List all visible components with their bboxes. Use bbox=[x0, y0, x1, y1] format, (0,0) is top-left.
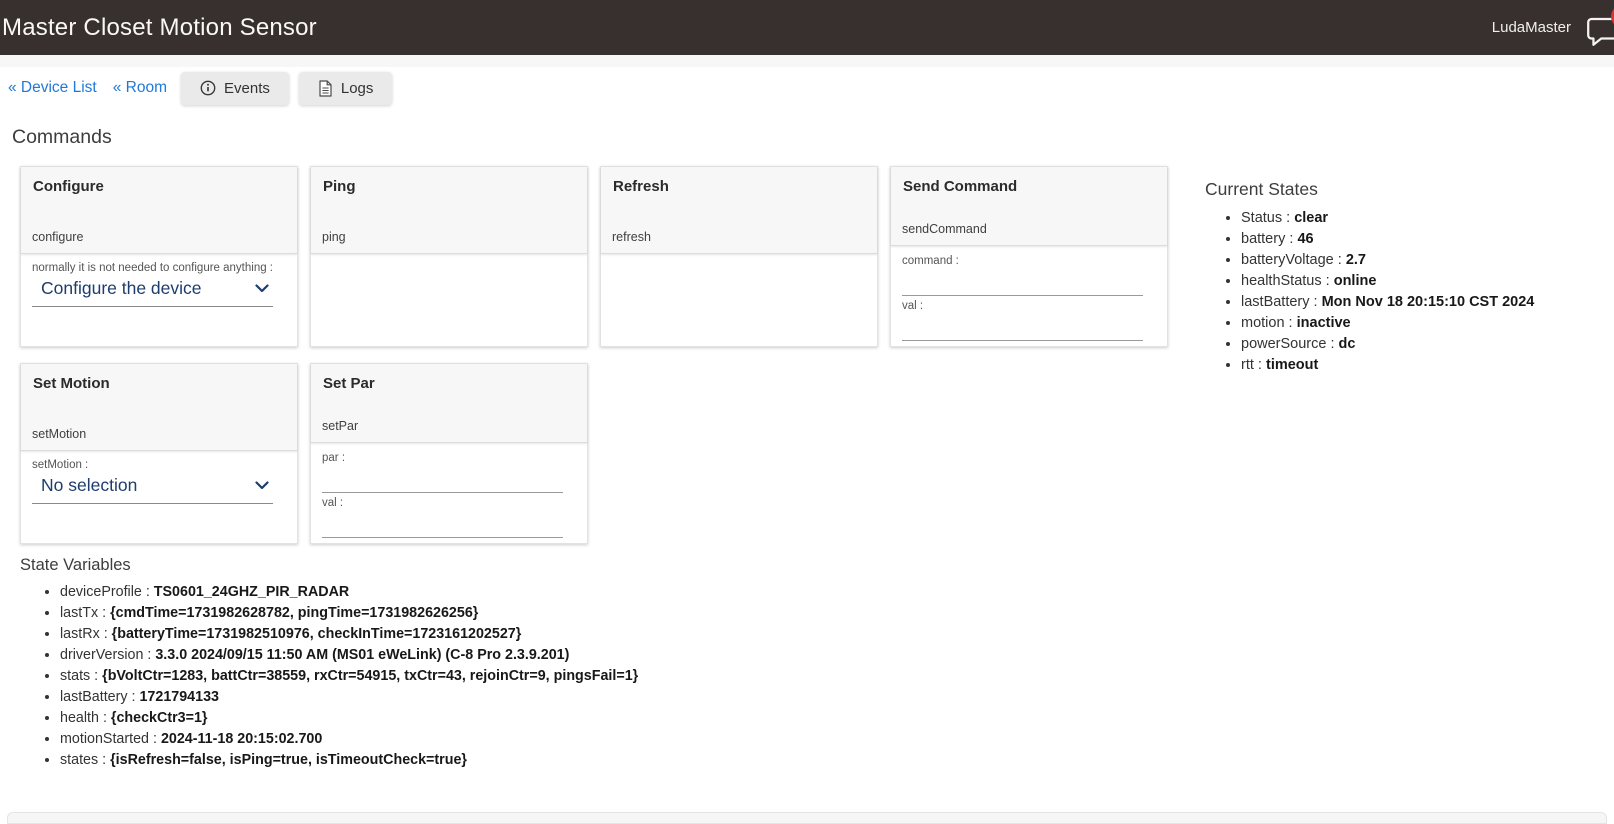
chat-bubble-icon bbox=[1586, 13, 1614, 49]
events-button-label: Events bbox=[224, 79, 270, 97]
current-states-panel bbox=[1205, 179, 1610, 378]
state-variable-item: • health : {checkCtr3=1} bbox=[60, 710, 1120, 726]
subheader-strip bbox=[0, 55, 1614, 67]
command-method: setPar bbox=[322, 419, 359, 433]
par-field-label: par : bbox=[322, 452, 346, 464]
command-field-label: command : bbox=[902, 255, 959, 267]
refresh-command-button[interactable] bbox=[601, 167, 877, 254]
state-variables-heading: State Variables bbox=[20, 556, 131, 574]
command-title: Refresh bbox=[613, 178, 669, 195]
state-variable-item: • motionStarted : 2024-11-18 20:15:02.700 bbox=[60, 731, 1120, 747]
current-state-item: • motion : inactive bbox=[1241, 315, 1610, 331]
val-field-label: val : bbox=[902, 300, 924, 312]
configure-select[interactable] bbox=[32, 275, 273, 307]
state-variable-item: • lastTx : {cmdTime=1731982628782, pingTime=1731982626256} bbox=[60, 605, 1120, 621]
val-input[interactable] bbox=[902, 316, 1143, 341]
set-motion-select-value: No selection bbox=[41, 475, 138, 495]
commands-heading: Commands bbox=[12, 126, 112, 148]
document-icon bbox=[318, 80, 333, 97]
current-state-item: • batteryVoltage : 2.7 bbox=[1241, 252, 1610, 268]
command-card-body bbox=[21, 451, 297, 543]
info-icon bbox=[200, 80, 216, 96]
state-variable-item: • lastRx : {batteryTime=1731982510976, checkInTime=1723161202527} bbox=[60, 626, 1120, 642]
device-list-link[interactable]: « Device List bbox=[8, 79, 97, 96]
current-state-item: • battery : 46 bbox=[1241, 231, 1610, 247]
header-right bbox=[1492, 0, 1614, 55]
set-motion-select[interactable] bbox=[32, 472, 273, 504]
state-variable-item: • states : {isRefresh=false, isPing=true, isTimeoutCheck=true} bbox=[60, 752, 1120, 768]
ping-command-button[interactable] bbox=[311, 167, 587, 254]
chevron-down-icon bbox=[255, 481, 269, 490]
set-motion-field-label: setMotion : bbox=[32, 459, 89, 471]
command-cards bbox=[20, 166, 1180, 544]
command-method: refresh bbox=[612, 230, 651, 244]
state-variable-item: • driverVersion : 3.3.0 2024/09/15 11:50 AM (MS01 eWeLink) (C-8 Pro 2.3.9.201) bbox=[60, 647, 1120, 663]
command-card-body bbox=[21, 254, 297, 346]
send-command-button[interactable] bbox=[891, 167, 1167, 246]
par-input[interactable] bbox=[322, 468, 563, 493]
state-variables-panel bbox=[20, 556, 1120, 773]
current-states-list bbox=[1205, 210, 1610, 373]
command-method: sendCommand bbox=[902, 222, 987, 236]
state-variable-item: • stats : {bVoltCtr=1283, battCtr=38559, rxCtr=54915, txCtr=43, rejoinCtr=9, pingsFail=1} bbox=[60, 668, 1120, 684]
logs-button-label: Logs bbox=[340, 79, 374, 97]
command-card-body bbox=[311, 443, 587, 543]
current-state-item: • powerSource : dc bbox=[1241, 336, 1610, 352]
chevron-down-icon bbox=[255, 284, 269, 293]
command-card-configure bbox=[20, 166, 298, 347]
device-title: Master Closet Motion Sensor bbox=[2, 13, 317, 41]
command-title: Set Par bbox=[323, 375, 375, 392]
command-method: ping bbox=[322, 230, 346, 244]
command-card-body bbox=[311, 254, 587, 346]
current-state-item: • rtt : timeout bbox=[1241, 357, 1610, 373]
username[interactable]: LudaMaster bbox=[1491, 19, 1571, 36]
command-title: Ping bbox=[323, 178, 356, 195]
command-card-set-par bbox=[310, 363, 588, 544]
command-card-send-command bbox=[890, 166, 1168, 347]
current-state-item: • lastBattery : Mon Nov 18 20:15:10 CST 2024 bbox=[1241, 294, 1610, 310]
command-card-set-motion bbox=[20, 363, 298, 544]
command-method: configure bbox=[32, 230, 84, 244]
configure-field-label: normally it is not needed to configure anything : bbox=[32, 262, 274, 274]
command-title: Send Command bbox=[903, 178, 1018, 195]
state-variable-item: • deviceProfile : TS0601_24GHZ_PIR_RADAR bbox=[60, 584, 1120, 600]
room-link[interactable]: « Room bbox=[112, 79, 168, 96]
chat-notifications-button[interactable] bbox=[1586, 5, 1614, 51]
app-header bbox=[0, 0, 1614, 55]
configure-select-value: Configure the device bbox=[41, 278, 202, 298]
events-button[interactable] bbox=[181, 72, 289, 105]
set-motion-command-button[interactable] bbox=[21, 364, 297, 451]
logs-button[interactable] bbox=[299, 72, 393, 105]
current-states-heading: Current States bbox=[1205, 179, 1318, 199]
command-card-body bbox=[601, 254, 877, 346]
command-card-body bbox=[891, 246, 1167, 346]
command-card-refresh bbox=[600, 166, 878, 347]
state-variables-list bbox=[20, 584, 1120, 768]
current-state-item: • Status : clear bbox=[1241, 210, 1610, 226]
command-title: Configure bbox=[33, 178, 104, 195]
command-card-ping bbox=[310, 166, 588, 347]
command-method: setMotion bbox=[32, 427, 87, 441]
command-input[interactable] bbox=[902, 271, 1143, 296]
current-state-item: • healthStatus : online bbox=[1241, 273, 1610, 289]
next-section-panel-edge bbox=[7, 812, 1607, 824]
val-input[interactable] bbox=[322, 513, 563, 538]
state-variable-item: • lastBattery : 1721794133 bbox=[60, 689, 1120, 705]
command-title: Set Motion bbox=[33, 375, 110, 392]
set-par-command-button[interactable] bbox=[311, 364, 587, 443]
val-field-label: val : bbox=[322, 497, 344, 509]
nav-row bbox=[8, 70, 392, 106]
configure-command-button[interactable] bbox=[21, 167, 297, 254]
